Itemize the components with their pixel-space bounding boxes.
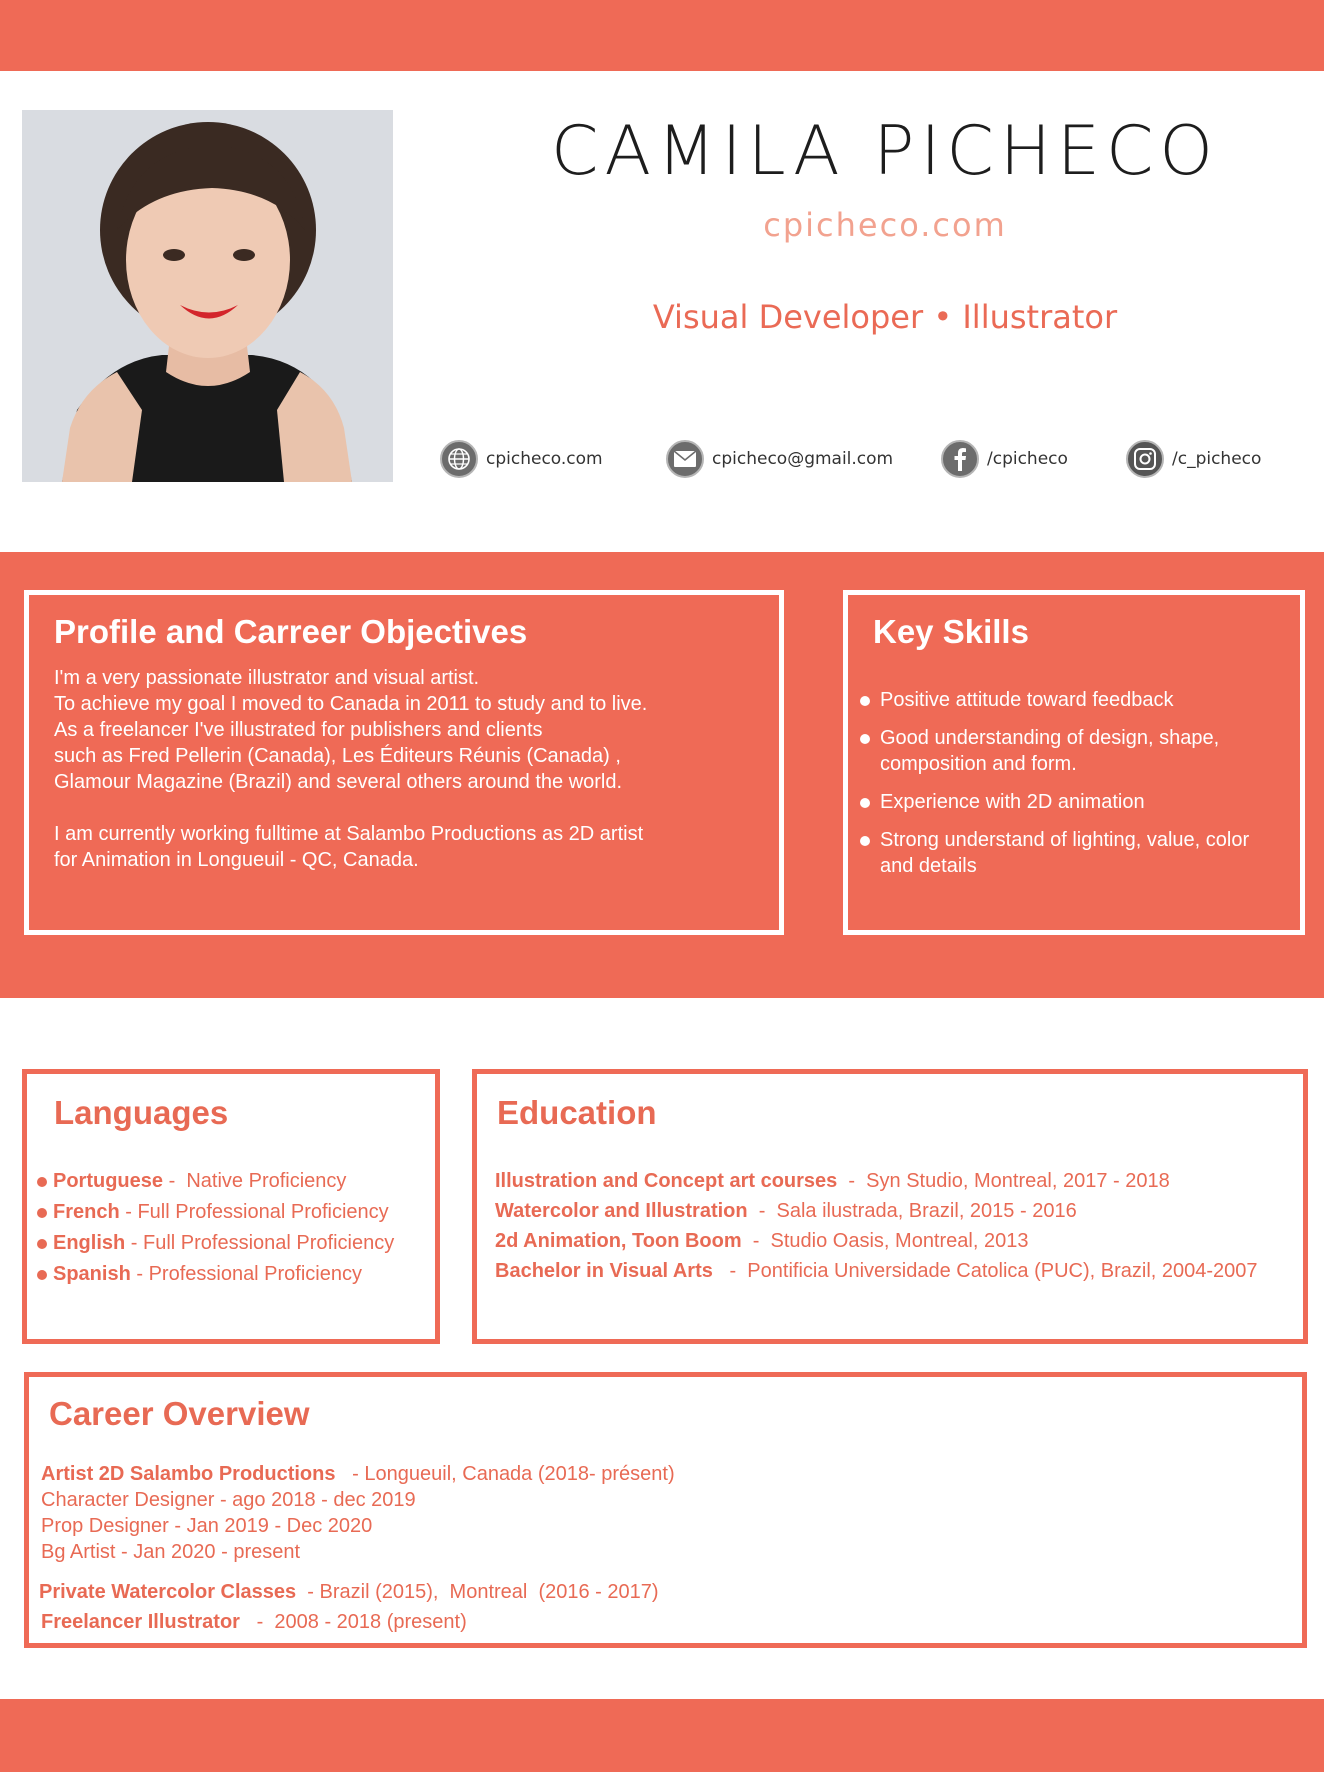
- skill-item: Strong understand of lighting, value, color and details: [860, 827, 1285, 879]
- language-item: Portuguese - Native Proficiency: [37, 1166, 394, 1197]
- bullet-icon: [860, 734, 870, 744]
- website-subtitle: cpicheco.com: [763, 206, 1007, 244]
- bullet-icon: [860, 798, 870, 808]
- contact-email[interactable]: [666, 440, 893, 478]
- bullet-icon: [860, 836, 870, 846]
- top-bar: [0, 0, 1324, 71]
- skill-item: Good understanding of design, shape, composition and form.: [860, 725, 1285, 777]
- career-title: Career Overview: [49, 1395, 310, 1432]
- language-item: Spanish - Professional Proficiency: [37, 1259, 394, 1290]
- career-role: Prop Designer - Jan 2019 - Dec 2020: [41, 1515, 373, 1537]
- contact-website[interactable]: [440, 440, 603, 478]
- contact-website-label: cpicheco.com: [486, 449, 603, 469]
- contact-instagram-label: /c_picheco: [1172, 449, 1262, 469]
- globe-icon: [440, 440, 478, 478]
- education-item: Watercolor and Illustration - Sala ilustrada, Brazil, 2015 - 2016: [495, 1200, 1077, 1222]
- career-box: [24, 1372, 1307, 1648]
- skills-title: Key Skills: [873, 613, 1029, 650]
- education-item: 2d Animation, Toon Boom - Studio Oasis, Montreal, 2013: [495, 1230, 1029, 1252]
- bottom-bar: [0, 1699, 1324, 1772]
- career-role: Character Designer - ago 2018 - dec 2019: [41, 1489, 416, 1511]
- skill-item: Experience with 2D animation: [860, 789, 1285, 815]
- education-box: [472, 1069, 1308, 1344]
- facebook-icon: [941, 440, 979, 478]
- bullet-icon: [37, 1270, 47, 1280]
- career-job: Private Watercolor Classes - Brazil (2015), Montreal (2016 - 2017): [39, 1581, 659, 1603]
- education-item: Bachelor in Visual Arts - Pontificia Universidade Catolica (PUC), Brazil, 2004-2007: [495, 1260, 1258, 1282]
- education-title: Education: [497, 1094, 657, 1131]
- portrait-illustration: [22, 110, 393, 482]
- career-role: Bg Artist - Jan 2020 - present: [41, 1541, 301, 1563]
- languages-title: Languages: [54, 1094, 229, 1131]
- profile-box: [24, 590, 784, 935]
- language-item: English - Full Professional Proficiency: [37, 1228, 394, 1259]
- instagram-icon: [1126, 440, 1164, 478]
- career-job: Freelancer Illustrator - 2008 - 2018 (present): [41, 1611, 467, 1633]
- mail-icon: [666, 440, 704, 478]
- contact-facebook[interactable]: [941, 440, 1068, 478]
- bullet-icon: [37, 1177, 47, 1187]
- education-list: [495, 1166, 1258, 1286]
- bullet-icon: [860, 696, 870, 706]
- skills-box: [843, 590, 1305, 935]
- skill-item: Positive attitude toward feedback: [860, 687, 1285, 713]
- career-list: [41, 1461, 675, 1635]
- languages-list: [37, 1166, 394, 1290]
- bullet-icon: [37, 1208, 47, 1218]
- languages-box: [22, 1069, 440, 1344]
- contact-email-label: cpicheco@gmail.com: [712, 449, 894, 469]
- bullet-icon: [37, 1239, 47, 1249]
- language-item: French - Full Professional Proficiency: [37, 1197, 394, 1228]
- profile-title: Profile and Carreer Objectives: [54, 613, 528, 650]
- contact-instagram[interactable]: [1126, 440, 1261, 478]
- career-job: Artist 2D Salambo Productions - Longueuil, Canada (2018- présent): [41, 1463, 675, 1485]
- profile-text: I'm a very passionate illustrator and visual artist. To achieve my goal I moved to Canada in 2011 to study and to live. As a freelancer I've illustrated for publishers and clients such as Fred Pellerin (Canada), Les Éditeurs Réunis (Canada) , Glamour Magazine (Brazil) and several others around the world. I am currently working fulltime at Salambo Productions as 2D artist for Animation in Longueuil - QC, Canada.: [54, 667, 648, 871]
- education-item: Illustration and Concept art courses - Syn Studio, Montreal, 2017 - 2018: [495, 1170, 1170, 1192]
- role-title: Visual Developer • Illustrator: [652, 298, 1118, 336]
- skills-list: [860, 687, 1285, 891]
- profile-photo: [22, 110, 393, 482]
- contact-facebook-label: /cpicheco: [987, 449, 1068, 469]
- name-heading: CAMILA PICHECO: [551, 112, 1219, 191]
